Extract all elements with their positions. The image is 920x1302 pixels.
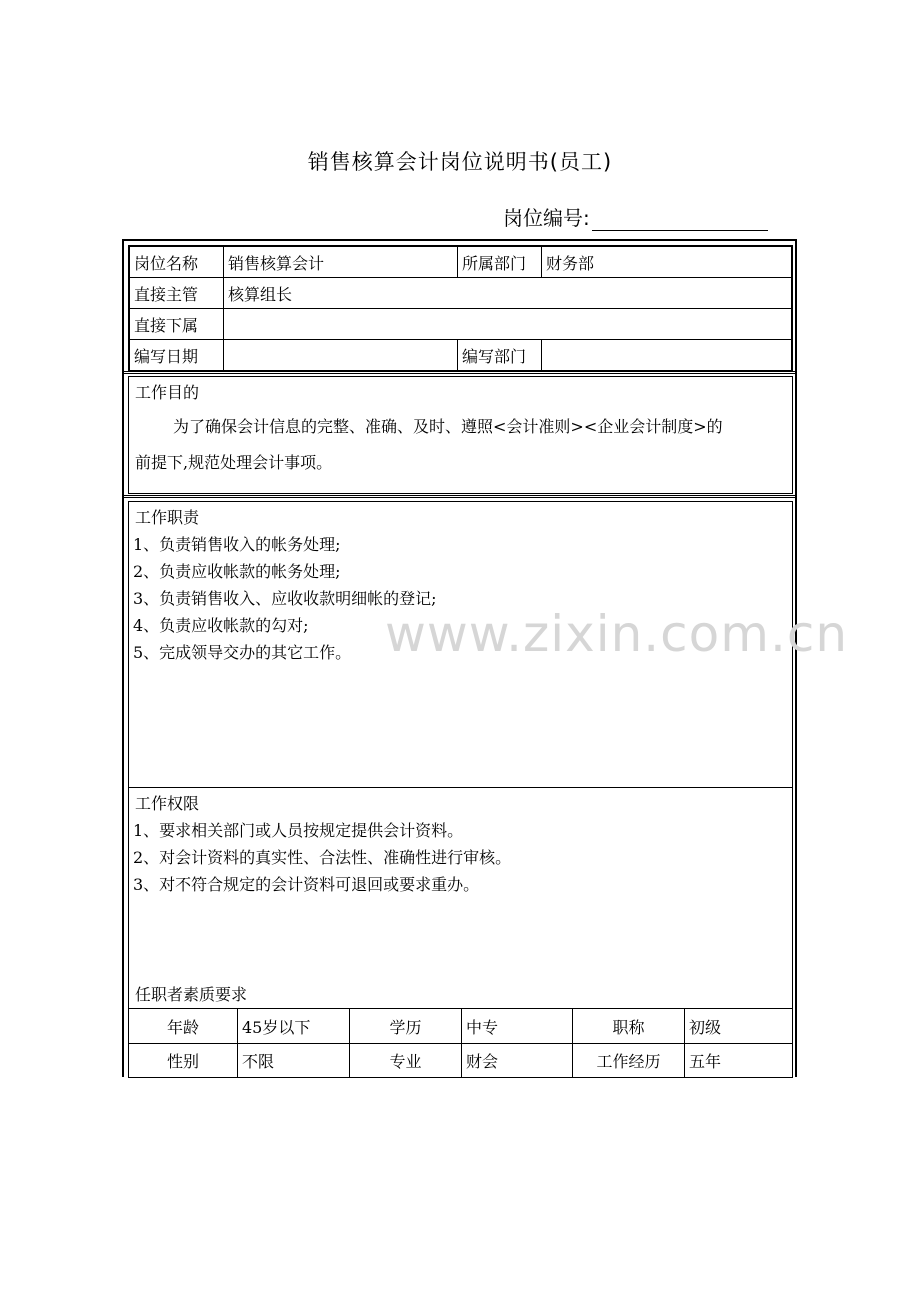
position-code-row xyxy=(503,202,768,231)
write-date-value xyxy=(224,340,458,371)
purpose-line-2: 前提下,规范处理会计事项。 xyxy=(135,453,333,472)
purpose-section xyxy=(128,376,793,494)
list-item: 2、对会计资料的真实性、合法性、准确性进行审核。 xyxy=(133,848,512,867)
title-value: 初级 xyxy=(685,1009,793,1044)
position-code-label: 岗位编号: xyxy=(503,206,590,230)
position-name-value: 销售核算会计 xyxy=(224,247,458,278)
major-label: 专业 xyxy=(350,1044,462,1078)
list-item: 2、负责应收帐款的帐务处理; xyxy=(133,562,341,581)
requirements-heading: 任职者素质要求 xyxy=(135,985,248,1004)
position-name-label: 岗位名称 xyxy=(130,247,224,278)
write-date-label: 编写日期 xyxy=(130,340,224,371)
title-label: 职称 xyxy=(573,1009,685,1044)
write-dept-label: 编写部门 xyxy=(458,340,542,371)
list-item: 3、对不符合规定的会计资料可退回或要求重办。 xyxy=(133,875,480,894)
department-value: 财务部 xyxy=(542,247,792,278)
list-item: 1、负责销售收入的帐务处理; xyxy=(133,535,341,554)
section-divider xyxy=(124,371,795,374)
education-value: 中专 xyxy=(462,1009,573,1044)
authority-heading: 工作权限 xyxy=(135,794,200,813)
document-title: 销售核算会计岗位说明书(员工) xyxy=(307,150,613,174)
purpose-line-1: 为了确保会计信息的完整、准确、及时、遵照<会计准则><企业会计制度>的 xyxy=(173,417,723,436)
department-label: 所属部门 xyxy=(458,247,542,278)
duties-heading: 工作职责 xyxy=(135,508,200,527)
subordinate-label: 直接下属 xyxy=(130,309,224,340)
supervisor-label: 直接主管 xyxy=(130,278,224,309)
list-item: 3、负责销售收入、应收收款明细帐的登记; xyxy=(133,589,437,608)
basic-info-table xyxy=(128,245,793,372)
age-value: 45岁以下 xyxy=(238,1009,350,1044)
gender-label: 性别 xyxy=(129,1044,238,1078)
position-code-blank[interactable] xyxy=(592,208,768,231)
list-item: 5、完成领导交办的其它工作。 xyxy=(133,643,352,662)
major-value: 财会 xyxy=(462,1044,573,1078)
list-item: 4、负责应收帐款的勾对; xyxy=(133,616,309,635)
purpose-heading: 工作目的 xyxy=(135,383,200,402)
authority-list xyxy=(129,817,792,898)
authority-section xyxy=(128,787,793,1077)
experience-label: 工作经历 xyxy=(573,1044,685,1078)
experience-value: 五年 xyxy=(685,1044,793,1078)
education-label: 学历 xyxy=(350,1009,462,1044)
requirements-table xyxy=(128,1008,793,1078)
subordinate-value xyxy=(224,309,792,340)
list-item: 1、要求相关部门或人员按规定提供会计资料。 xyxy=(133,821,464,840)
watermark: www.zixin.com.cn xyxy=(385,605,849,663)
section-divider xyxy=(124,495,795,498)
write-dept-value xyxy=(542,340,792,371)
age-label: 年龄 xyxy=(129,1009,238,1044)
purpose-text xyxy=(129,409,792,481)
gender-value: 不限 xyxy=(238,1044,350,1078)
supervisor-value: 核算组长 xyxy=(224,278,792,309)
